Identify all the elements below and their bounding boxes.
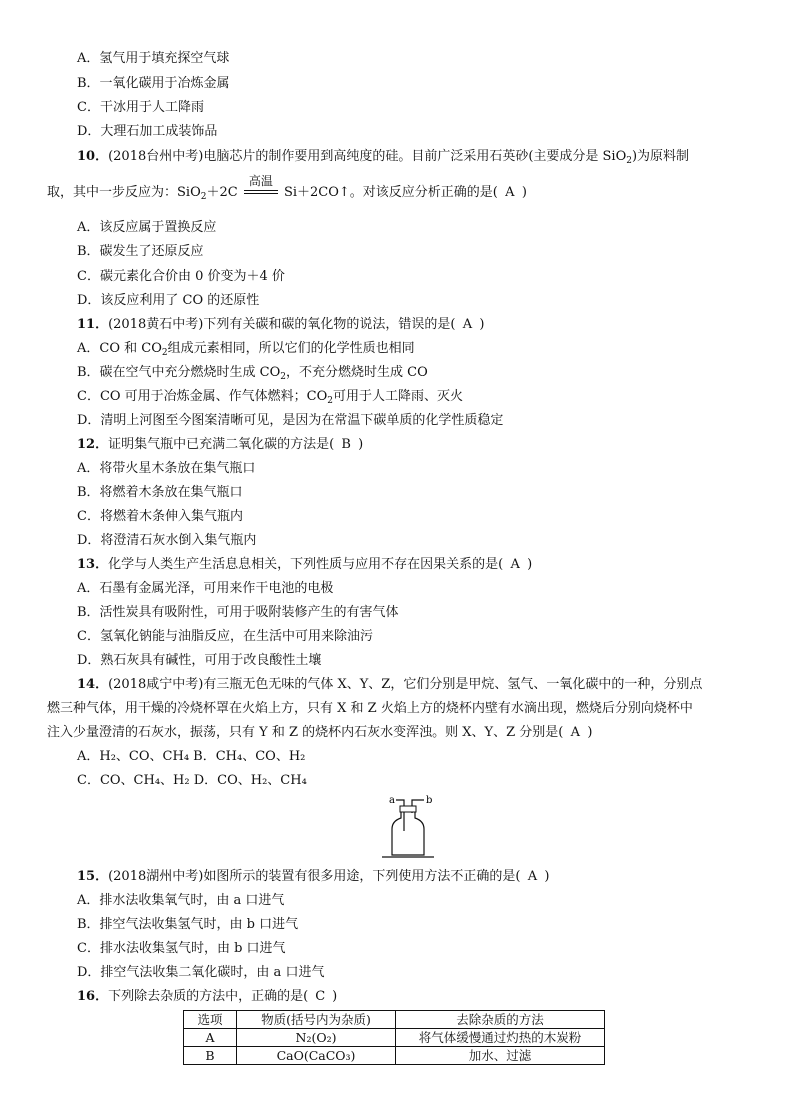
label-a: a	[389, 795, 395, 806]
q12-stem-text: 证明集气瓶中已充满二氧化碳的方法是(	[108, 437, 335, 452]
q11-stem-text: (2018黄石中考)下列有关碳和碳的氧化物的说法，错误的是(	[108, 317, 456, 332]
q10-l1-pre: (2018台州中考)电脑芯片的制作要用到高纯度的硅。目前广泛采用石英砂(主要成分是 SiO	[108, 149, 627, 164]
q11-option-d: D．清明上河图至今图案清晰可见，是因为在常温下碳单质的化学性质稳定	[77, 413, 504, 428]
q10-l2-pre: 取，其中一步反应为：SiO	[47, 185, 201, 200]
row-a-substance: N₂(O₂)	[237, 1029, 396, 1047]
q13-stem	[77, 556, 532, 574]
q12-stem	[77, 436, 363, 454]
q10-l2-post: Si＋2CO↑。对该反应分析正确的是(	[283, 185, 498, 200]
q11-c-sub: 2	[327, 396, 334, 406]
q14-stem-line2: 燃三种气体，用干燥的冷烧杯罩在火焰上方，只有 X 和 Z 火焰上方的烧杯内壁有水滴出现，燃烧后分别向烧杯中	[47, 701, 693, 716]
header-method: 去除杂质的方法	[396, 1011, 605, 1029]
q9-option-c: C．干冰用于人工降雨	[77, 100, 204, 115]
q15-answer: A	[527, 869, 538, 884]
q10-option-d: D．该反应利用了 CO 的还原性	[77, 293, 260, 308]
q10-l2-sub: 2	[200, 192, 207, 202]
q15-option-d: D．排空气法收集二氧化碳时，由 a 口进气	[77, 965, 325, 980]
q11-b-sub: 2	[280, 372, 287, 382]
q15-option-b: B．排空气法收集氢气时，由 b 口进气	[77, 917, 299, 932]
q11-option-c	[77, 388, 463, 406]
q16-number: 16．	[77, 989, 109, 1004]
q11-b-pre: B．碳在空气中充分燃烧时生成 CO	[77, 365, 281, 380]
q15-number: 15．	[77, 869, 109, 884]
q14-l1: (2018咸宁中考)有三瓶无色无味的气体 X、Y、Z，它们分别是甲烷、氢气、一氧化碳中的一种，分别点	[108, 677, 703, 692]
q14-answer: A	[570, 725, 581, 740]
table-row	[184, 1029, 605, 1047]
q14-stem-line3	[47, 724, 592, 742]
q12-close: )	[358, 437, 364, 452]
q12-number: 12．	[77, 437, 109, 452]
gas-bottle-figure	[378, 793, 438, 865]
q14-l3-pre: 注入少量澄清的石灰水，振荡，只有 Y 和 Z 的烧杯内石灰水变浑浊。则 X、Y、Z 分别是(	[47, 725, 564, 740]
row-b-substance: CaO(CaCO₃)	[237, 1047, 396, 1065]
q15-stem-text: (2018湖州中考)如图所示的装置有很多用途，下列使用方法不正确的是(	[108, 869, 521, 884]
q11-b-post: ，不充分燃烧时生成 CO	[286, 365, 428, 380]
q10-option-c: C．碳元素化合价由 0 价变为＋4 价	[77, 269, 285, 284]
q9-option-a: A．氢气用于填充探空气球	[77, 51, 230, 66]
q11-a-post: 组成元素相同，所以它们的化学性质也相同	[167, 341, 415, 356]
q11-option-b	[77, 364, 428, 382]
q10-l2-mid: ＋2C	[206, 185, 238, 200]
reaction-condition	[242, 174, 280, 202]
q13-option-c: C．氢氧化钠能与油脂反应，在生活中可用来除油污	[77, 629, 373, 644]
q10-answer: A	[505, 185, 515, 200]
stopper	[400, 806, 416, 812]
q11-option-a	[77, 340, 415, 358]
q14-number: 14．	[77, 677, 109, 692]
q14-stem-line1	[77, 676, 702, 694]
q13-option-b: B．活性炭具有吸附性，可用于吸附装修产生的有害气体	[77, 605, 399, 620]
q13-option-a: A．石墨有金属光泽，可用来作干电池的电极	[77, 581, 334, 596]
q11-number: 11．	[77, 317, 109, 332]
header-option: 选项	[184, 1011, 237, 1029]
q10-option-b: B．碳发生了还原反应	[77, 244, 204, 259]
q12-answer: B	[341, 437, 351, 452]
q11-stem	[77, 316, 484, 334]
q16-answer: C	[315, 989, 326, 1004]
q9-option-b: B．一氧化碳用于冶炼金属	[77, 76, 230, 91]
q15-stem	[77, 868, 549, 886]
q15-option-a: A．排水法收集氧气时，由 a 口进气	[77, 893, 285, 908]
q13-number: 13．	[77, 557, 109, 572]
table-row	[184, 1047, 605, 1065]
q10-l1-sub: 2	[626, 156, 632, 166]
q13-stem-text: 化学与人类生产生活息息相关，下列性质与应用不存在因果关系的是(	[108, 557, 504, 572]
row-b-option: B	[184, 1047, 237, 1065]
q12-option-b: B．将燃着木条放在集气瓶口	[77, 485, 243, 500]
bottle	[392, 812, 424, 855]
q11-answer: A	[462, 317, 473, 332]
q11-a-sub: 2	[161, 348, 168, 358]
q15-option-c: C．排水法收集氢气时，由 b 口进气	[77, 941, 286, 956]
q15-close: )	[544, 869, 550, 884]
q11-close: )	[479, 317, 485, 332]
q10-stem-line2	[47, 174, 527, 202]
q13-answer: A	[510, 557, 520, 572]
q10-close: )	[521, 185, 527, 200]
row-a-method: 将气体缓慢通过灼热的木炭粉	[396, 1029, 605, 1047]
q10-stem-line1	[77, 148, 689, 166]
q16-stem-text: 下列除去杂质的方法中，正确的是(	[108, 989, 309, 1004]
q12-option-a: A．将带火星木条放在集气瓶口	[77, 461, 256, 476]
reaction-condition-label: 高温	[248, 174, 273, 188]
q14-options-cd: C．CO、CH₄、H₂ D．CO、H₂、CH₄	[77, 773, 307, 788]
q16-close: )	[332, 989, 338, 1004]
q14-close: )	[587, 725, 593, 740]
header-substance: 物质(括号内为杂质)	[237, 1011, 396, 1029]
gas-bottle-drawing	[378, 793, 438, 861]
impurity-removal-table	[183, 1010, 605, 1065]
q10-number: 10．	[77, 149, 109, 164]
row-a-option: A	[184, 1029, 237, 1047]
q11-a-pre: A．CO 和 CO	[77, 341, 162, 356]
q14-options-ab: A．H₂、CO、CH₄ B．CH₄、CO、H₂	[77, 749, 306, 764]
table-header-row	[184, 1011, 605, 1029]
q10-l1-post: )为原料制	[631, 149, 690, 164]
q11-c-pre: C．CO 可用于冶炼金属、作气体燃料；CO	[77, 389, 328, 404]
q12-option-d: D．将澄清石灰水倒入集气瓶内	[77, 533, 257, 548]
q13-close: )	[527, 557, 533, 572]
q10-option-a: A．该反应属于置换反应	[77, 220, 217, 235]
q16-stem	[77, 988, 337, 1006]
q9-option-d: D．大理石加工成装饰品	[77, 124, 218, 139]
q11-c-post: 可用于人工降雨、灭火	[333, 389, 464, 404]
q13-option-d: D．熟石灰具有碱性，可用于改良酸性土壤	[77, 653, 322, 668]
tube-a	[396, 800, 404, 831]
label-b: b	[426, 795, 433, 806]
row-b-method: 加水、过滤	[396, 1047, 605, 1065]
q12-option-c: C．将燃着木条伸入集气瓶内	[77, 509, 243, 524]
